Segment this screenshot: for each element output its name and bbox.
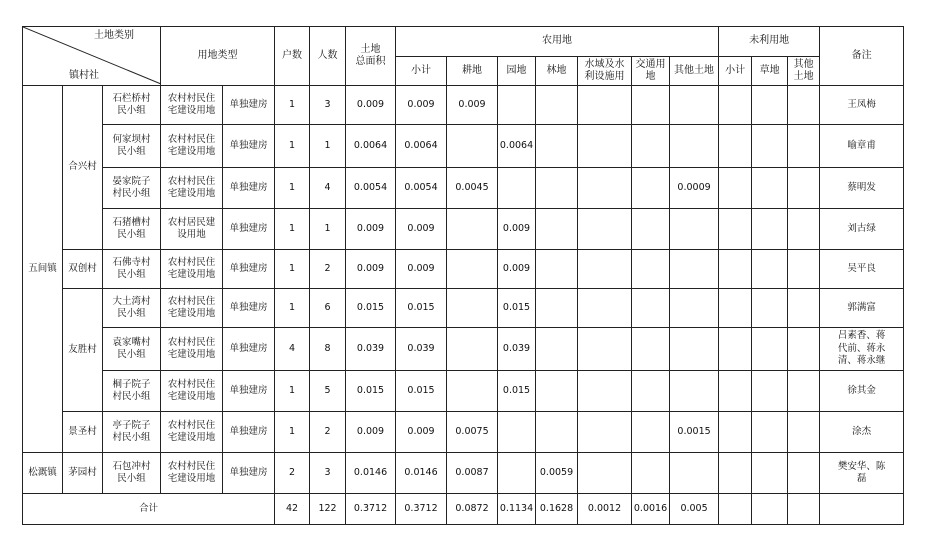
land-category-label: 土地类别 — [94, 30, 135, 41]
grass-cell — [752, 371, 788, 412]
unused-subtotal-cell — [719, 250, 752, 289]
remark-cell: 吴平良 — [820, 250, 904, 289]
cultivated-cell — [447, 328, 498, 371]
forest-cell — [536, 86, 578, 125]
cultivated-cell — [447, 371, 498, 412]
households-cell: 1 — [275, 371, 310, 412]
other-agri-cell — [670, 125, 719, 168]
other-unused-cell — [788, 289, 820, 328]
agri-subtotal-cell: 0.009 — [396, 250, 447, 289]
group-cell: 石包冲村 民小组 — [103, 453, 161, 494]
table-row — [23, 209, 904, 250]
households-cell: 1 — [275, 125, 310, 168]
grass-cell — [752, 86, 788, 125]
households-cell: 1 — [275, 289, 310, 328]
unused-subtotal-cell — [719, 168, 752, 209]
households-cell: 1 — [275, 412, 310, 453]
group-cell: 石佛寺村 民小组 — [103, 250, 161, 289]
forest-cell — [536, 125, 578, 168]
grass-cell — [752, 412, 788, 453]
persons-cell: 2 — [310, 250, 346, 289]
group-cell: 何家坝村 民小组 — [103, 125, 161, 168]
total-area-cell: 0.009 — [346, 209, 396, 250]
other-agri-cell — [670, 328, 719, 371]
sub-type-cell: 单独建房 — [223, 371, 275, 412]
remark-cell: 王凤梅 — [820, 86, 904, 125]
unused-subtotal-cell — [719, 412, 752, 453]
diagonal-header-cell — [23, 27, 161, 86]
traffic-cell — [632, 289, 670, 328]
traffic-cell — [632, 328, 670, 371]
group-cell: 亭子院子 村民小组 — [103, 412, 161, 453]
persons-cell: 3 — [310, 453, 346, 494]
forest-cell — [536, 412, 578, 453]
other-unused-cell — [788, 209, 820, 250]
group-cell: 石猪槽村 民小组 — [103, 209, 161, 250]
persons-cell: 2 — [310, 412, 346, 453]
other-unused-cell — [788, 250, 820, 289]
water-cell — [578, 412, 632, 453]
agri-col-forest: 林地 — [536, 57, 578, 86]
agri-subtotal-cell: 0.0146 — [396, 453, 447, 494]
water-cell — [578, 371, 632, 412]
cultivated-cell: 0.0075 — [447, 412, 498, 453]
town-cell: 五间镇 — [23, 86, 63, 453]
garden-cell — [498, 412, 536, 453]
agri-subtotal-cell: 0.039 — [396, 328, 447, 371]
garden-cell: 0.009 — [498, 250, 536, 289]
agri-land-header: 农用地 — [396, 27, 719, 57]
garden-cell: 0.009 — [498, 209, 536, 250]
garden-cell: 0.0064 — [498, 125, 536, 168]
sub-type-cell: 单独建房 — [223, 250, 275, 289]
group-cell: 晏家院子 村民小组 — [103, 168, 161, 209]
households-cell: 2 — [275, 453, 310, 494]
water-cell — [578, 328, 632, 371]
unused-col-subtotal: 小计 — [719, 57, 752, 86]
other-agri-cell — [670, 250, 719, 289]
total-water-cell: 0.0012 — [578, 494, 632, 525]
table-row — [23, 125, 904, 168]
village-cell: 双创村 — [63, 250, 103, 289]
total-other-unused-cell — [788, 494, 820, 525]
households-cell: 1 — [275, 250, 310, 289]
table-row — [23, 328, 904, 371]
unused-col-grass: 草地 — [752, 57, 788, 86]
land-use-table — [22, 26, 904, 525]
other-unused-cell — [788, 168, 820, 209]
other-agri-cell — [670, 289, 719, 328]
remark-cell: 涂杰 — [820, 412, 904, 453]
households-cell: 1 — [275, 209, 310, 250]
remarks-header: 备注 — [820, 27, 904, 86]
other-unused-cell — [788, 453, 820, 494]
other-unused-cell — [788, 86, 820, 125]
water-cell — [578, 86, 632, 125]
total-unused-subtotal-cell — [719, 494, 752, 525]
agri-subtotal-cell: 0.009 — [396, 209, 447, 250]
table-body — [23, 86, 904, 525]
other-unused-cell — [788, 328, 820, 371]
sub-type-cell: 单独建房 — [223, 412, 275, 453]
agri-col-traffic: 交通用 地 — [632, 57, 670, 86]
land-use-cell: 农村村民住 宅建设用地 — [161, 289, 223, 328]
traffic-cell — [632, 250, 670, 289]
cultivated-cell — [447, 289, 498, 328]
village-cell: 景圣村 — [63, 412, 103, 453]
agri-col-subtotal: 小计 — [396, 57, 447, 86]
village-cell: 茅园村 — [63, 453, 103, 494]
sub-type-cell: 单独建房 — [223, 453, 275, 494]
total-area-cell: 0.0054 — [346, 168, 396, 209]
sub-type-cell: 单独建房 — [223, 328, 275, 371]
traffic-cell — [632, 412, 670, 453]
sub-type-cell: 单独建房 — [223, 209, 275, 250]
agri-col-garden: 园地 — [498, 57, 536, 86]
grass-cell — [752, 453, 788, 494]
grass-cell — [752, 328, 788, 371]
village-cell: 友胜村 — [63, 289, 103, 412]
forest-cell: 0.0059 — [536, 453, 578, 494]
remark-cell: 郭满富 — [820, 289, 904, 328]
total-area-cell: 0.039 — [346, 328, 396, 371]
cultivated-cell — [447, 250, 498, 289]
other-agri-cell — [670, 453, 719, 494]
land-use-cell: 农村村民住 宅建设用地 — [161, 250, 223, 289]
agri-subtotal-cell: 0.009 — [396, 412, 447, 453]
garden-cell — [498, 168, 536, 209]
land-use-cell: 农村村民住 宅建设用地 — [161, 125, 223, 168]
forest-cell — [536, 209, 578, 250]
persons-cell: 8 — [310, 328, 346, 371]
forest-cell — [536, 250, 578, 289]
forest-cell — [536, 371, 578, 412]
water-cell — [578, 125, 632, 168]
grass-cell — [752, 209, 788, 250]
town-village-label: 镇村社 — [69, 69, 99, 81]
total-traffic-cell: 0.0016 — [632, 494, 670, 525]
traffic-cell — [632, 125, 670, 168]
garden-cell: 0.015 — [498, 289, 536, 328]
households-cell: 1 — [275, 168, 310, 209]
unused-col-other: 其他 土地 — [788, 57, 820, 86]
garden-cell: 0.039 — [498, 328, 536, 371]
unused-subtotal-cell — [719, 371, 752, 412]
other-agri-cell — [670, 86, 719, 125]
land-use-cell: 农村居民建 设用地 — [161, 209, 223, 250]
unused-subtotal-cell — [719, 125, 752, 168]
total-area-cell: 0.0146 — [346, 453, 396, 494]
total-area-cell: 0.009 — [346, 250, 396, 289]
persons-cell: 3 — [310, 86, 346, 125]
remark-cell: 蔡明发 — [820, 168, 904, 209]
grass-cell — [752, 250, 788, 289]
total-other-agri-cell: 0.005 — [670, 494, 719, 525]
households-header: 户数 — [275, 27, 310, 86]
total-garden-cell: 0.1134 — [498, 494, 536, 525]
remark-cell: 喻章甫 — [820, 125, 904, 168]
table-row — [23, 412, 904, 453]
persons-cell: 6 — [310, 289, 346, 328]
unused-subtotal-cell — [719, 86, 752, 125]
forest-cell — [536, 328, 578, 371]
table-row — [23, 250, 904, 289]
persons-cell: 1 — [310, 125, 346, 168]
traffic-cell — [632, 168, 670, 209]
grass-cell — [752, 125, 788, 168]
cultivated-cell — [447, 209, 498, 250]
traffic-cell — [632, 86, 670, 125]
persons-cell: 5 — [310, 371, 346, 412]
water-cell — [578, 289, 632, 328]
group-cell: 石栏桥村 民小组 — [103, 86, 161, 125]
agri-subtotal-cell: 0.009 — [396, 86, 447, 125]
table-row — [23, 168, 904, 209]
garden-cell — [498, 86, 536, 125]
sub-type-cell: 单独建房 — [223, 125, 275, 168]
land-use-cell: 农村村民住 宅建设用地 — [161, 328, 223, 371]
group-cell: 大土湾村 民小组 — [103, 289, 161, 328]
other-unused-cell — [788, 412, 820, 453]
total-grass-cell — [752, 494, 788, 525]
persons-cell: 4 — [310, 168, 346, 209]
table-row — [23, 371, 904, 412]
table-row — [23, 453, 904, 494]
sub-type-cell: 单独建房 — [223, 86, 275, 125]
sub-type-cell: 单独建房 — [223, 289, 275, 328]
total-cultivated-cell: 0.0872 — [447, 494, 498, 525]
land-use-table-container — [22, 26, 904, 525]
agri-subtotal-cell: 0.0064 — [396, 125, 447, 168]
other-unused-cell — [788, 371, 820, 412]
total-area-header: 土地 总面积 — [346, 27, 396, 86]
unused-subtotal-cell — [719, 209, 752, 250]
other-unused-cell — [788, 125, 820, 168]
grass-cell — [752, 168, 788, 209]
total-agri-subtotal-cell: 0.3712 — [396, 494, 447, 525]
total-label: 合计 — [23, 494, 275, 525]
cultivated-cell: 0.0045 — [447, 168, 498, 209]
remark-cell: 吕素香、蒋 代前、蒋永 清、蒋永继 — [820, 328, 904, 371]
total-row — [23, 494, 904, 525]
unused-subtotal-cell — [719, 453, 752, 494]
remark-cell: 樊安华、陈 磊 — [820, 453, 904, 494]
forest-cell — [536, 289, 578, 328]
land-use-cell: 农村村民住 宅建设用地 — [161, 412, 223, 453]
persons-header: 人数 — [310, 27, 346, 86]
other-agri-cell: 0.0015 — [670, 412, 719, 453]
traffic-cell — [632, 371, 670, 412]
land-use-type-header: 用地类型 — [161, 27, 275, 86]
land-use-cell: 农村村民住 宅建设用地 — [161, 86, 223, 125]
cultivated-cell: 0.009 — [447, 86, 498, 125]
group-cell: 桐子院子 村民小组 — [103, 371, 161, 412]
traffic-cell — [632, 453, 670, 494]
traffic-cell — [632, 209, 670, 250]
grass-cell — [752, 289, 788, 328]
total-remark-cell — [820, 494, 904, 525]
land-use-cell: 农村村民住 宅建设用地 — [161, 371, 223, 412]
households-cell: 1 — [275, 86, 310, 125]
unused-subtotal-cell — [719, 328, 752, 371]
village-cell: 合兴村 — [63, 86, 103, 250]
sub-type-cell: 单独建房 — [223, 168, 275, 209]
garden-cell — [498, 453, 536, 494]
water-cell — [578, 168, 632, 209]
other-agri-cell: 0.0009 — [670, 168, 719, 209]
water-cell — [578, 250, 632, 289]
cultivated-cell: 0.0087 — [447, 453, 498, 494]
garden-cell: 0.015 — [498, 371, 536, 412]
total-area-cell: 0.009 — [346, 86, 396, 125]
forest-cell — [536, 168, 578, 209]
unused-subtotal-cell — [719, 289, 752, 328]
total-forest-cell: 0.1628 — [536, 494, 578, 525]
water-cell — [578, 453, 632, 494]
total-area-cell: 0.0064 — [346, 125, 396, 168]
remark-cell: 徐其金 — [820, 371, 904, 412]
cultivated-cell — [447, 125, 498, 168]
other-agri-cell — [670, 209, 719, 250]
agri-subtotal-cell: 0.0054 — [396, 168, 447, 209]
table-row — [23, 86, 904, 125]
households-cell: 4 — [275, 328, 310, 371]
total-area-cell: 0.009 — [346, 412, 396, 453]
water-cell — [578, 209, 632, 250]
group-cell: 袁家嘴村 民小组 — [103, 328, 161, 371]
remark-cell: 刘古绿 — [820, 209, 904, 250]
total-persons-cell: 122 — [310, 494, 346, 525]
table-row — [23, 289, 904, 328]
agri-col-cultivated: 耕地 — [447, 57, 498, 86]
total-households-cell: 42 — [275, 494, 310, 525]
other-agri-cell — [670, 371, 719, 412]
land-use-cell: 农村村民住 宅建设用地 — [161, 453, 223, 494]
agri-col-water: 水域及水 利设施用 — [578, 57, 632, 86]
persons-cell: 1 — [310, 209, 346, 250]
total-area-cell: 0.015 — [346, 371, 396, 412]
town-cell: 松溉镇 — [23, 453, 63, 494]
agri-subtotal-cell: 0.015 — [396, 289, 447, 328]
land-use-cell: 农村村民住 宅建设用地 — [161, 168, 223, 209]
unused-land-header: 未利用地 — [719, 27, 820, 57]
total-area-cell: 0.3712 — [346, 494, 396, 525]
agri-col-other: 其他土地 — [670, 57, 719, 86]
agri-subtotal-cell: 0.015 — [396, 371, 447, 412]
total-area-cell: 0.015 — [346, 289, 396, 328]
